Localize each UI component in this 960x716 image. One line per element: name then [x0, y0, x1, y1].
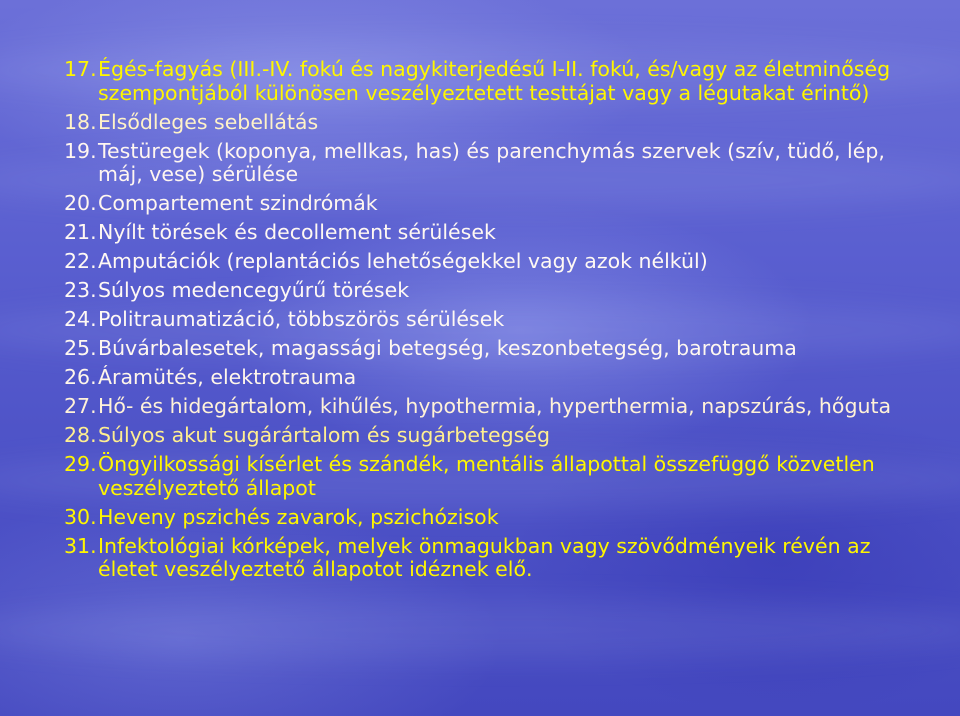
- list-item-text: Compartement szindrómák: [98, 191, 378, 215]
- list-item-text: Nyílt törések és decollement sérülések: [98, 220, 496, 244]
- list-item-number: 31.: [64, 533, 97, 558]
- list-item-text: Búvárbalesetek, magassági betegség, keszonbetegség, barotrauma: [98, 336, 797, 360]
- list-item-number: 25.: [64, 336, 97, 360]
- list-item-number: 22.: [64, 249, 97, 273]
- list-item-21: [64, 221, 904, 245]
- list-item-29: [64, 453, 904, 500]
- list-item-20: [64, 192, 904, 216]
- list-item-number: 26.: [64, 365, 97, 389]
- list-item-text: Heveny pszichés zavarok, pszichózisok: [98, 504, 499, 529]
- list-item-number: 28.: [64, 423, 97, 447]
- list-item-text: Súlyos akut sugárártalom és sugárbetegség: [98, 423, 550, 447]
- list-item-26: [64, 366, 904, 390]
- list-item-22: [64, 250, 904, 274]
- list-item-number: 30.: [64, 504, 97, 529]
- list-item-number: 19.: [64, 138, 97, 163]
- list-item-number: 29.: [64, 452, 97, 476]
- list-item-text: Elsődleges sebellátás: [98, 109, 319, 134]
- list-item-17: [64, 58, 904, 105]
- list-item-24: [64, 308, 904, 332]
- list-item-text: Öngyilkossági kísérlet és szándék, mentális állapottal összefüggő közvetlen veszélyeztető állapot: [98, 452, 875, 500]
- list-item-text: Súlyos medencegyűrű törések: [98, 278, 410, 302]
- list-item-number: 23.: [64, 278, 97, 302]
- list-item-28: [64, 424, 904, 448]
- list-item-27: [64, 395, 904, 419]
- list-item-text: Hő- és hidegártalom, kihűlés, hypothermia, hyperthermia, napszúrás, hőguta: [98, 394, 892, 418]
- numbered-list: [64, 58, 904, 587]
- list-item-text: Amputációk (replantációs lehetőségekkel vagy azok nélkül): [98, 249, 708, 273]
- list-item-31: [64, 535, 904, 582]
- list-item-number: 20.: [64, 191, 97, 215]
- list-item-text: Áramütés, elektrotrauma: [98, 365, 357, 389]
- list-item-23: [64, 279, 904, 303]
- list-item-text: Politraumatizáció, többszörös sérülések: [98, 307, 505, 331]
- list-item-18: [64, 111, 904, 135]
- list-item-number: 18.: [64, 109, 97, 134]
- list-item-text: Infektológiai kórképek, melyek önmagukban vagy szövődményeik révén az életet veszélyeztető állapotot idéznek elő.: [98, 533, 871, 581]
- list-item-number: 17.: [64, 57, 97, 81]
- list-item-25: [64, 337, 904, 361]
- list-item-text: Testüregek (koponya, mellkas, has) és parenchymás szervek (szív, tüdő, lép, máj, vese) sérülése: [98, 138, 885, 186]
- list-item-text: Égés-fagyás (III.-IV. fokú és nagykiterjedésű I-II. fokú, és/vagy az életminőség szempontjából különösen veszélyeztetett testtájat vagy a légutakat érintő): [98, 57, 891, 105]
- list-item-number: 24.: [64, 307, 97, 331]
- list-item-number: 21.: [64, 220, 97, 244]
- background-wave: [0, 600, 960, 660]
- list-item-30: [64, 506, 904, 530]
- list-item-19: [64, 140, 904, 187]
- list-item-number: 27.: [64, 394, 97, 418]
